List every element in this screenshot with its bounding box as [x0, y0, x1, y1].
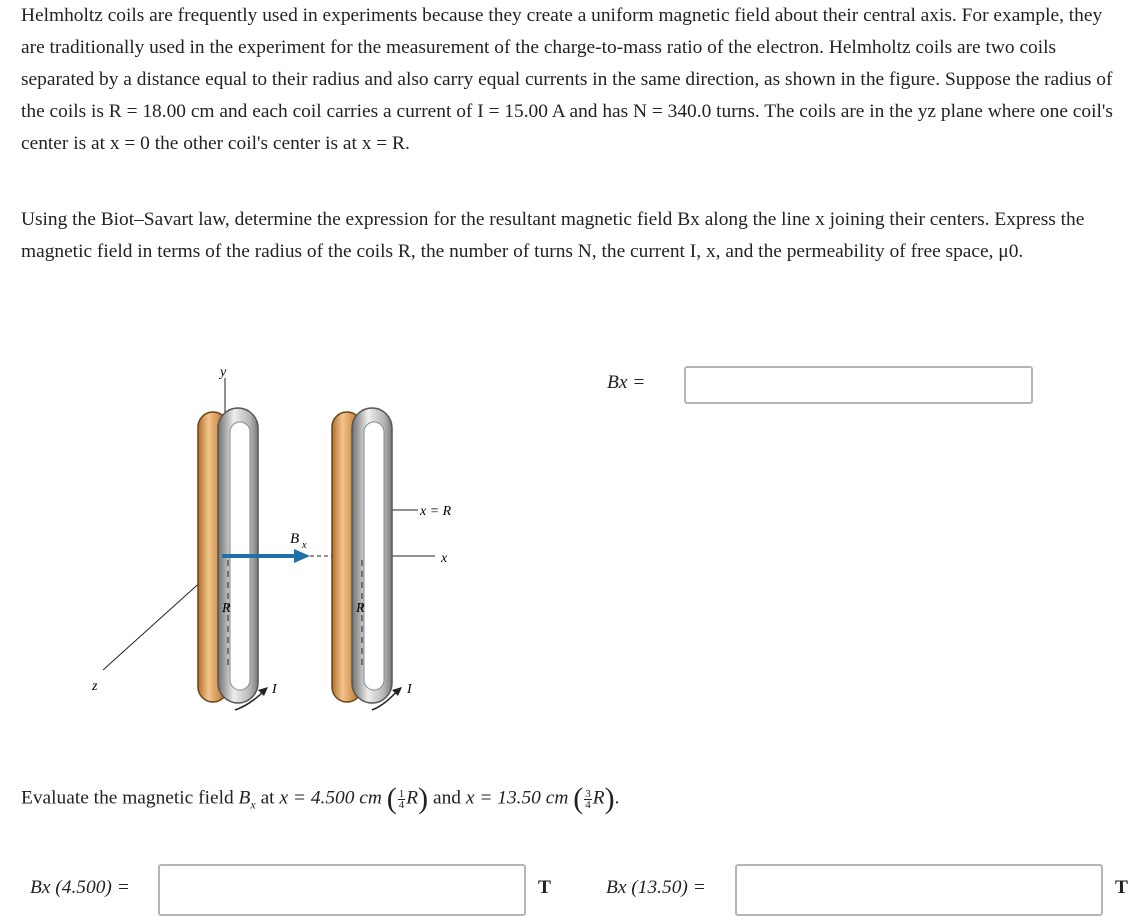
bx-expression-input[interactable]: [684, 366, 1033, 404]
z-axis-label: z: [92, 679, 98, 694]
bx-1350-input[interactable]: [735, 864, 1103, 916]
bx-4500-input[interactable]: [158, 864, 526, 916]
x-axis-label: x: [441, 551, 448, 566]
helmholtz-figure: [80, 360, 500, 715]
bx-subscript: x: [302, 540, 307, 551]
problem-question: Using the Biot–Savart law, determine the expression for the resultant magnetic field Bx along the line x joining their centers. Express the magnetic field in terms of the radius of the coils R, the number of turns N, the current I, x, and the permeability of free space, μ0.: [21, 209, 1085, 262]
bx-1350-label: Bx (13.50) =: [606, 877, 706, 898]
radius-label-right: R: [356, 601, 365, 616]
coil-right: [332, 408, 392, 703]
helmholtz-diagram: [80, 360, 500, 715]
bx-label: B: [290, 531, 300, 547]
fraction-one-quarter: $\frac{1}{4}$: [398, 787, 405, 811]
bx-expression-label: Bx =: [607, 372, 646, 393]
current-label-left: I: [272, 682, 277, 697]
current-label-right: I: [407, 682, 412, 697]
xR-label: x = R: [420, 504, 452, 519]
problem-intro: Helmholtz coils are frequently used in experiments because they create a uniform magnetic field about their central axis. For example, they are traditionally used in the experiment for the measurement of the charge-to-mass ratio of the electron. Helmholtz coils are two coils separated by a distance equal to their radius and also carry equal currents in the same direction, as shown in the figure. Suppose the radius of the coils is R = 18.00 cm and each coil carries a current of I = 15.00 A and has N = 340.0 turns. The coils are in the yz plane where one coil's center is at x = 0 the other coil's center is at x = R.: [21, 5, 1113, 154]
fraction-three-quarters: $\frac{3}{4}$: [585, 787, 591, 811]
radius-label-left: R: [222, 601, 231, 616]
evaluate-instruction: Evaluate the magnetic field $B_x$ at x = 4.500 cm ( $\frac{1}{4}$ R) and x = 13.50 cm ( $\frac{3}{4}$ R).: [21, 782, 620, 815]
y-axis-label: y: [220, 365, 227, 380]
bx-1350-unit: T: [1115, 877, 1128, 898]
bx-arrowhead: [294, 549, 310, 563]
bx-4500-label: Bx (4.500) =: [30, 877, 130, 898]
bx-4500-unit: T: [538, 877, 551, 898]
